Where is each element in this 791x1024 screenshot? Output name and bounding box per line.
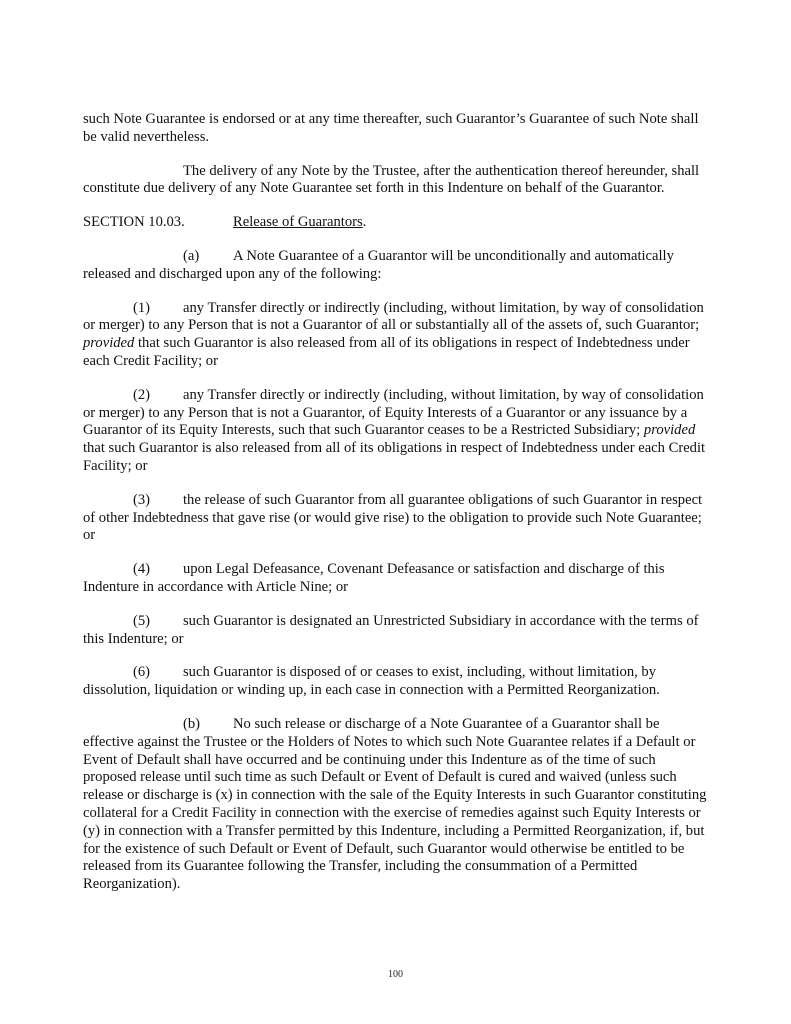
- clause-b: [83, 716, 710, 894]
- list-item-text: any Transfer directly or indirectly (including, without limitation, by way of consolidation or merger) to any Person that is not a Guarantor of all or substantially all of the assets of, such Guarantor;: [83, 299, 704, 334]
- list-item-3: [83, 492, 710, 545]
- list-item-2: [83, 387, 710, 476]
- paragraph-continuation: such Note Guarantee is endorsed or at any time thereafter, such Guarantor’s Guarantee of such Note shall be valid nevertheless.: [83, 111, 699, 145]
- list-item-text-rest: that such Guarantor is also released from all of its obligations in respect of Indebtedness under each Credit Facility; or: [83, 335, 690, 369]
- clause-a-marker: (a): [183, 247, 200, 264]
- list-item-marker: (1): [133, 299, 151, 316]
- list-item-italic: provided: [83, 335, 135, 352]
- list-item-4: [83, 561, 710, 597]
- list-item-marker: (6): [133, 664, 151, 681]
- list-item-italic: provided: [643, 422, 696, 439]
- section-title-period: .: [362, 214, 367, 231]
- paragraph-delivery: The delivery of any Note by the Trustee, after the authentication thereof hereunder, shall constitute due delivery of any Note Guarantee set forth in this Indenture on behalf of the Guarantor.: [83, 162, 700, 197]
- list-item-marker: (3): [133, 491, 151, 508]
- list-item-text: the release of such Guarantor from all guarantee obligations of such Guarantor in respect of other Indebtedness that gave rise (or would give rise) to the obligation to provide such Note Guarantee; or: [83, 491, 703, 544]
- list-item-text: upon Legal Defeasance, Covenant Defeasance or satisfaction and discharge of this Indenture in accordance with Article Nine; or: [83, 561, 665, 595]
- list-item-text: any Transfer directly or indirectly (including, without limitation, by way of consolidation or merger) to any Person that is not a Guarantor, of Equity Interests of a Guarantor or any issuance by a Guarantor of its Equity Interests, such that such Guarantor ceases to be a Restricted Subsidiary;: [83, 386, 704, 439]
- list-item-marker: (5): [133, 612, 151, 629]
- list-item-text-rest: that such Guarantor is also released from all of its obligations in respect of Indebtedness under each Credit Facility; or: [83, 440, 706, 474]
- clause-b-marker: (b): [183, 715, 201, 732]
- list-item-text: such Guarantor is disposed of or ceases to exist, including, without limitation, by dissolution, liquidation or winding up, in each case in connection with a Permitted Reorganization.: [83, 664, 660, 699]
- section-heading: [83, 214, 710, 232]
- list-item-6: [83, 664, 710, 700]
- clause-a-text: A Note Guarantee of a Guarantor will be unconditionally and automatically released and discharged upon any of the following:: [83, 247, 674, 282]
- section-number: SECTION 10.03.: [83, 214, 185, 231]
- clause-b-text: No such release or discharge of a Note Guarantee of a Guarantor shall be effective against the Trustee or the Holders of Notes to which such Note Guarantee relates if a Default or Event of Default shall have occurred and be continuing under this Indenture as of the time of such proposed release until such time as such Default or Event of Default is cured and waived (unless such release or discharge is (x) in connection with the sale of the Equity Interests in such Guarantor constituting collateral for a Credit Facility in connection with the exercise of remedies against such Equity Interests or (y) in connection with a Transfer permitted by this Indenture, including a Permitted Reorganization, if, but for the existence of such Default or Event of Default, such Guarantor would otherwise be entitled to be released from its Guarantee following the Transfer, including the consummation of a Permitted Reorganization).: [83, 715, 707, 893]
- list-item-marker: (2): [133, 386, 151, 403]
- list-item-marker: (4): [133, 561, 151, 578]
- clause-a: [83, 248, 710, 284]
- list-item-5: [83, 613, 710, 649]
- page-number: 100: [388, 969, 403, 980]
- section-title: Release of Guarantors: [233, 214, 363, 231]
- list-item-1: [83, 300, 710, 371]
- page-body: [83, 111, 710, 910]
- list-item-text: such Guarantor is designated an Unrestricted Subsidiary in accordance with the terms of this Indenture; or: [83, 612, 699, 647]
